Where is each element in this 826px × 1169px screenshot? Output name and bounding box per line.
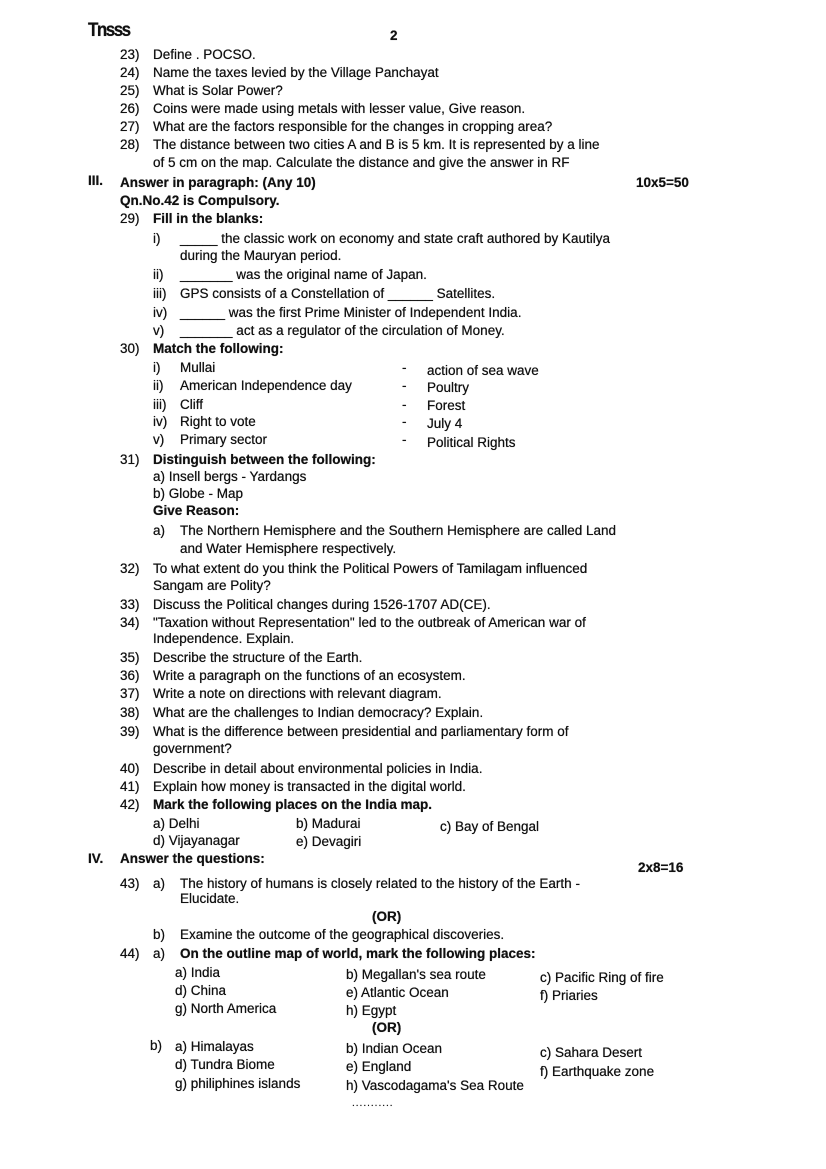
question-number: 44) bbox=[120, 946, 140, 961]
question-number: 41) bbox=[120, 779, 140, 794]
question-text: Write a note on directions with relevant diagram. bbox=[153, 686, 442, 701]
question-text: The distance between two cities A and B is 5 km. It is represented by a line bbox=[153, 137, 600, 152]
item-label: ii) bbox=[153, 267, 164, 282]
match-left: Mullai bbox=[180, 360, 216, 375]
question-number: 25) bbox=[120, 83, 140, 98]
question-text: What are the challenges to Indian democracy? Explain. bbox=[153, 705, 484, 720]
question-number: 26) bbox=[120, 101, 140, 116]
question-number: 34) bbox=[120, 615, 140, 630]
match-right: Poultry bbox=[427, 380, 470, 395]
match-dash: - bbox=[402, 360, 407, 375]
item-label: v) bbox=[153, 432, 165, 447]
place-item: e) England bbox=[346, 1059, 412, 1074]
place-item: d) Vijayanagar bbox=[153, 833, 240, 848]
match-right: action of sea wave bbox=[427, 363, 539, 378]
section-title: Answer the questions: bbox=[120, 851, 265, 866]
subsection-title: Give Reason: bbox=[153, 503, 240, 518]
item-label: iv) bbox=[153, 305, 168, 320]
place-item: c) Pacific Ring of fire bbox=[540, 970, 664, 985]
reason-text-cont: and Water Hemisphere respectively. bbox=[180, 541, 397, 556]
item-label: b) bbox=[150, 1038, 163, 1053]
question-text-cont: Sangam are Polity? bbox=[153, 578, 271, 593]
section-marks: 2x8=16 bbox=[638, 860, 684, 875]
match-right: July 4 bbox=[427, 416, 463, 431]
question-text: "Taxation without Representation" led to the outbreak of American war of bbox=[153, 615, 586, 630]
match-dash: - bbox=[402, 397, 407, 412]
question-text-cont: Independence. Explain. bbox=[153, 631, 295, 646]
place-item: f) Earthquake zone bbox=[540, 1064, 655, 1079]
item-label: iv) bbox=[153, 414, 168, 429]
place-item: c) Bay of Bengal bbox=[440, 819, 540, 834]
place-item: f) Priaries bbox=[540, 988, 598, 1003]
place-item: h) Vascodagama's Sea Route bbox=[346, 1078, 524, 1093]
question-number: 38) bbox=[120, 705, 140, 720]
place-item: a) Delhi bbox=[153, 816, 200, 831]
fill-blank-item: GPS consists of a Constellation of ______ Satellites. bbox=[180, 286, 496, 301]
end-of-paper-mark: ........... bbox=[352, 1098, 394, 1109]
question-number: 31) bbox=[120, 452, 140, 467]
question-number: 30) bbox=[120, 341, 140, 356]
section-marks: 10x5=50 bbox=[636, 175, 689, 190]
question-number: 32) bbox=[120, 561, 140, 576]
place-item: c) Sahara Desert bbox=[540, 1045, 643, 1060]
fill-blank-item: _______ was the original name of Japan. bbox=[180, 267, 427, 282]
place-item: b) Madurai bbox=[296, 816, 361, 831]
fill-blank-item: _______ act as a regulator of the circulation of Money. bbox=[180, 323, 505, 338]
fill-blank-item-cont: during the Mauryan period. bbox=[180, 248, 342, 263]
fill-blank-item: ______ was the first Prime Minister of Independent India. bbox=[180, 305, 522, 320]
section-note: Qn.No.42 is Compulsory. bbox=[120, 193, 280, 208]
question-text-cont: of 5 cm on the map. Calculate the distance and give the answer in RF bbox=[153, 155, 570, 170]
distinguish-item: b) Globe - Map bbox=[153, 486, 244, 501]
question-title: Distinguish between the following: bbox=[153, 452, 376, 467]
question-number: 27) bbox=[120, 119, 140, 134]
question-number: 40) bbox=[120, 761, 140, 776]
place-item: h) Egypt bbox=[346, 1003, 397, 1018]
item-label: i) bbox=[153, 231, 161, 246]
question-number: 39) bbox=[120, 724, 140, 739]
item-label: ii) bbox=[153, 378, 164, 393]
question-title: Fill in the blanks: bbox=[153, 211, 264, 226]
question-number: 29) bbox=[120, 211, 140, 226]
place-item: e) Devagiri bbox=[296, 834, 362, 849]
item-label: iii) bbox=[153, 286, 167, 301]
match-dash: - bbox=[402, 414, 407, 429]
fill-blank-item: _____ the classic work on economy and state craft authored by Kautilya bbox=[180, 231, 610, 246]
question-text: What are the factors responsible for the changes in cropping area? bbox=[153, 119, 553, 134]
item-label: iii) bbox=[153, 397, 167, 412]
or-separator: (OR) bbox=[372, 1020, 402, 1035]
place-item: d) China bbox=[175, 983, 227, 998]
place-item: a) Himalayas bbox=[175, 1039, 254, 1054]
question-number: 43) bbox=[120, 876, 140, 891]
question-number: 35) bbox=[120, 650, 140, 665]
question-text: What is Solar Power? bbox=[153, 83, 283, 98]
question-text: The history of humans is closely related to the history of the Earth - bbox=[180, 876, 580, 891]
match-dash: - bbox=[402, 432, 407, 447]
section-title: Answer in paragraph: (Any 10) bbox=[120, 175, 316, 190]
item-label: a) bbox=[153, 523, 166, 538]
question-text: What is the difference between presidential and parliamentary form of bbox=[153, 724, 569, 739]
reason-text: The Northern Hemisphere and the Southern Hemisphere are called Land bbox=[180, 523, 617, 538]
question-number: 36) bbox=[120, 668, 140, 683]
question-text: Explain how money is transacted in the digital world. bbox=[153, 779, 466, 794]
question-text: Examine the outcome of the geographical discoveries. bbox=[180, 927, 505, 942]
question-text: Discuss the Political changes during 1526-1707 AD(CE). bbox=[153, 597, 491, 612]
or-separator: (OR) bbox=[372, 909, 402, 924]
item-label: v) bbox=[153, 323, 165, 338]
question-text: Name the taxes levied by the Village Panchayat bbox=[153, 65, 439, 80]
question-text: Coins were made using metals with lesser value, Give reason. bbox=[153, 101, 526, 116]
question-number: 23) bbox=[120, 47, 140, 62]
question-number: 37) bbox=[120, 686, 140, 701]
place-item: g) philiphines islands bbox=[175, 1076, 301, 1091]
match-dash: - bbox=[402, 378, 407, 393]
question-title: On the outline map of world, mark the following places: bbox=[180, 946, 536, 961]
question-number: 33) bbox=[120, 597, 140, 612]
match-right: Forest bbox=[427, 398, 466, 413]
distinguish-item: a) Insell bergs - Yardangs bbox=[153, 469, 307, 484]
logo: Tnsss bbox=[88, 18, 130, 41]
question-number: 42) bbox=[120, 797, 140, 812]
section-numeral: IV. bbox=[88, 851, 104, 866]
place-item: e) Atlantic Ocean bbox=[346, 985, 449, 1000]
section-numeral: III. bbox=[88, 173, 104, 188]
question-number: 28) bbox=[120, 137, 140, 152]
question-text: Write a paragraph on the functions of an ecosystem. bbox=[153, 668, 466, 683]
question-text: To what extent do you think the Political Powers of Tamilagam influenced bbox=[153, 561, 588, 576]
question-text: Describe the structure of the Earth. bbox=[153, 650, 363, 665]
question-text-cont: Elucidate. bbox=[180, 891, 240, 906]
match-left: Primary sector bbox=[180, 432, 268, 447]
match-right: Political Rights bbox=[427, 435, 516, 450]
place-item: g) North America bbox=[175, 1001, 277, 1016]
question-number: 24) bbox=[120, 65, 140, 80]
item-label: i) bbox=[153, 360, 161, 375]
page-number: 2 bbox=[390, 28, 398, 43]
match-left: Right to vote bbox=[180, 414, 256, 429]
place-item: b) Indian Ocean bbox=[346, 1041, 443, 1056]
place-item: b) Megallan's sea route bbox=[346, 967, 486, 982]
question-title: Match the following: bbox=[153, 341, 284, 356]
match-left: Cliff bbox=[180, 397, 204, 412]
match-left: American Independence day bbox=[180, 378, 352, 393]
item-label: a) bbox=[153, 946, 166, 961]
question-text-cont: government? bbox=[153, 741, 232, 756]
question-title: Mark the following places on the India map. bbox=[153, 797, 433, 812]
place-item: a) India bbox=[175, 965, 221, 980]
question-text: Describe in detail about environmental policies in India. bbox=[153, 761, 483, 776]
place-item: d) Tundra Biome bbox=[175, 1057, 275, 1072]
item-label: b) bbox=[153, 927, 166, 942]
item-label: a) bbox=[153, 876, 166, 891]
question-text: Define . POCSO. bbox=[153, 47, 256, 62]
